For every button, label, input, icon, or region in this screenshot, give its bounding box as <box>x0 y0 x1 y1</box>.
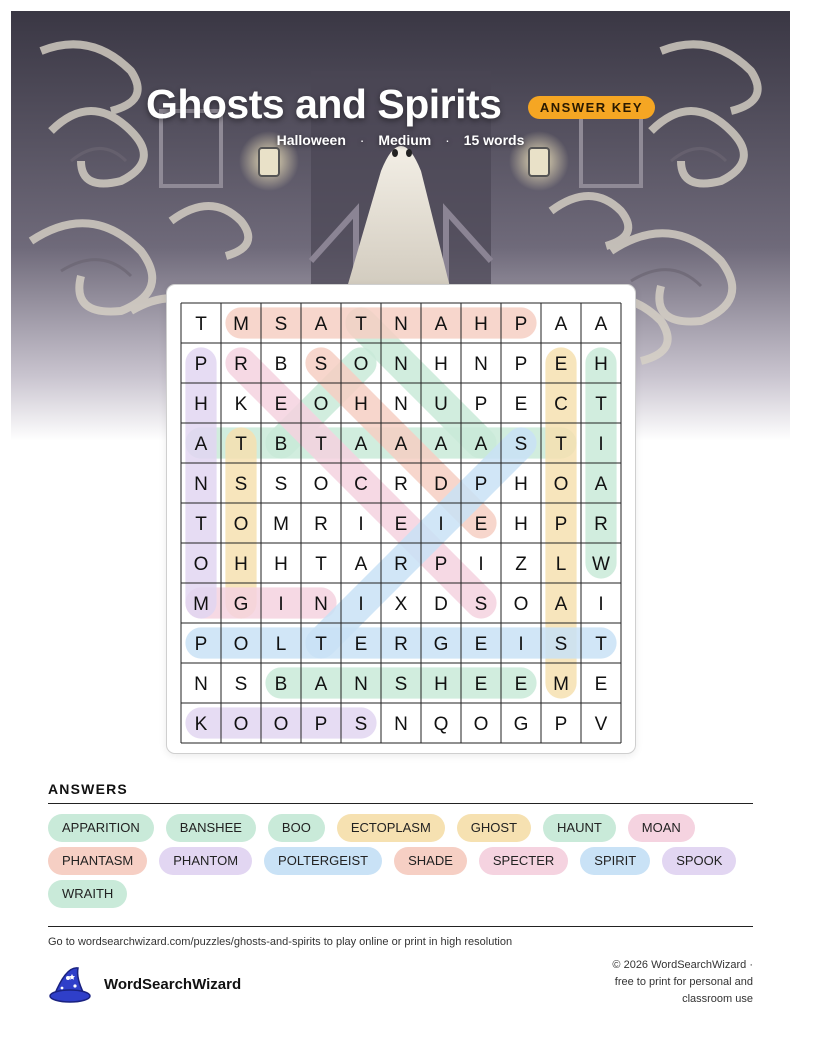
grid-cell-letter: N <box>354 674 368 695</box>
grid-cell-letter: N <box>394 354 408 375</box>
grid-cell-letter: S <box>274 474 288 495</box>
grid-cell-letter: T <box>315 434 327 455</box>
grid-cell-letter: A <box>354 554 368 575</box>
footer-divider <box>48 926 753 927</box>
grid-cell-letter: T <box>195 514 207 535</box>
grid-cell-letter: N <box>194 674 208 695</box>
answer-chip-banshee: BANSHEE <box>166 814 256 842</box>
grid-cell-letter: R <box>234 354 248 375</box>
answer-chip-shade: SHADE <box>394 847 467 875</box>
brand-name: WordSearchWizard <box>104 975 242 993</box>
word-search-grid <box>181 303 621 743</box>
grid-cell-letter: I <box>518 634 524 655</box>
grid-cell-letter: A <box>594 474 608 495</box>
grid-cell-letter: I <box>438 514 444 535</box>
answer-chip-haunt: HAUNT <box>543 814 616 842</box>
grid-cell-letter: H <box>434 354 448 375</box>
answer-chip-spook: SPOOK <box>662 847 736 875</box>
grid-cell-letter: S <box>274 314 288 335</box>
grid-cell-letter: P <box>194 634 208 655</box>
grid-cell-letter: A <box>394 434 408 455</box>
grid-cell-letter: N <box>394 314 408 335</box>
grid-cell-letter: K <box>234 394 248 415</box>
brand[interactable] <box>48 964 241 1004</box>
grid-cell-letter: A <box>194 434 208 455</box>
grid-cell-letter: S <box>314 354 328 375</box>
grid-cell-letter: M <box>553 674 569 695</box>
grid-cell-letter: B <box>274 434 288 455</box>
grid-cell-letter: W <box>592 554 610 575</box>
answer-chip-phantom: PHANTOM <box>159 847 252 875</box>
answer-key-badge: ANSWER KEY <box>528 96 655 119</box>
footer-note: Go to wordsearchwizard.com/puzzles/ghosts-and-spirits to play online or print in high resolution <box>48 936 513 948</box>
grid-cell-letter: I <box>358 514 364 535</box>
grid-cell-letter: T <box>315 554 327 575</box>
grid-cell-letter: O <box>273 714 289 735</box>
answer-chip-wraith: WRAITH <box>48 880 127 908</box>
grid-cell-letter: S <box>474 594 488 615</box>
grid-cell-letter: R <box>394 474 408 495</box>
grid-cell-letter: H <box>234 554 248 575</box>
answer-chip-ectoplasm: ECTOPLASM <box>337 814 445 842</box>
grid-cell-letter: O <box>313 474 329 495</box>
grid-cell-letter: H <box>274 554 288 575</box>
grid-cell-letter: M <box>193 594 209 615</box>
grid-cell-letter: D <box>434 474 448 495</box>
grid-cell-letter: P <box>474 394 488 415</box>
grid-cell-letter: O <box>313 394 329 415</box>
grid-cell-letter: E <box>274 394 288 415</box>
grid-cell-letter: C <box>354 474 368 495</box>
grid-cell-letter: O <box>233 514 249 535</box>
grid-cell-letter: A <box>594 314 608 335</box>
grid-cell-letter: P <box>514 314 528 335</box>
grid-cell-letter: P <box>194 354 208 375</box>
grid-cell-letter: S <box>354 714 368 735</box>
grid-cell-letter: E <box>474 634 488 655</box>
grid-cell-letter: R <box>394 554 408 575</box>
grid-cell-letter: S <box>394 674 408 695</box>
answers-section <box>48 781 753 913</box>
grid-cell-letter: S <box>514 434 528 455</box>
grid-cell-letter: E <box>554 354 568 375</box>
grid-cell-letter: O <box>473 714 489 735</box>
grid-cell-letter: E <box>514 674 528 695</box>
copyright-line: © 2026 WordSearchWizard · <box>612 959 753 971</box>
grid-cell-letter: C <box>554 394 568 415</box>
difficulty-label: Medium <box>378 132 432 148</box>
grid-cell-letter: Z <box>515 554 527 575</box>
grid-cell-letter: M <box>273 514 289 535</box>
grid-cell-letter: B <box>274 674 288 695</box>
grid-cell-letter: T <box>595 634 607 655</box>
grid-cell-letter: H <box>194 394 208 415</box>
grid-cell-letter: O <box>353 354 369 375</box>
grid-cell-letter: R <box>394 634 408 655</box>
grid-cell-letter: E <box>474 514 488 535</box>
word-count-label: 15 words <box>463 132 525 148</box>
grid-cell-letter: T <box>355 314 367 335</box>
grid-cell-letter: A <box>474 434 488 455</box>
grid-cell-letter: P <box>514 354 528 375</box>
grid-cell-letter: H <box>514 474 528 495</box>
grid-cell-letter: R <box>594 514 608 535</box>
grid-cell-letter: S <box>234 474 248 495</box>
wizard-hat-icon <box>48 964 92 1004</box>
grid-cell-letter: K <box>194 714 208 735</box>
answer-chip-poltergeist: POLTERGEIST <box>264 847 382 875</box>
puzzle-meta <box>11 132 790 148</box>
grid-cell-letter: H <box>514 514 528 535</box>
answer-chip-specter: SPECTER <box>479 847 568 875</box>
answers-heading: ANSWERS <box>48 781 753 804</box>
grid-cell-letter: O <box>233 714 249 735</box>
grid-cell-letter: H <box>434 674 448 695</box>
grid-cell-letter: N <box>394 394 408 415</box>
grid-cell-letter: A <box>434 314 448 335</box>
grid-cell-letter: Q <box>433 714 449 735</box>
grid-cell-letter: I <box>358 594 364 615</box>
grid-cell-letter: E <box>594 674 608 695</box>
grid-cell-letter: S <box>554 634 568 655</box>
grid-cell-letter: A <box>554 594 568 615</box>
grid-cell-letter: A <box>314 314 328 335</box>
meta-separator: · <box>359 132 365 148</box>
grid-cell-letter: L <box>555 554 567 575</box>
grid-cell-letter: A <box>354 434 368 455</box>
answer-chip-spirit: SPIRIT <box>580 847 650 875</box>
grid-cell-letter: H <box>474 314 488 335</box>
grid-cell-letter: N <box>314 594 328 615</box>
grid-cell-letter: T <box>195 314 207 335</box>
grid-cell-letter: U <box>434 394 448 415</box>
copyright-line: free to print for personal and <box>614 976 753 988</box>
grid-cell-letter: N <box>394 714 408 735</box>
grid-cell-letter: R <box>314 514 328 535</box>
grid-cell-letter: A <box>434 434 448 455</box>
page-title: Ghosts and Spirits <box>145 81 502 127</box>
grid-cell-letter: I <box>598 434 604 455</box>
grid-cell-letter: I <box>478 554 484 575</box>
grid-cell-letter: E <box>474 674 488 695</box>
category-label: Halloween <box>276 132 346 148</box>
grid-cell-letter: T <box>555 434 567 455</box>
grid-cell-letter: E <box>354 634 368 655</box>
copyright-line: classroom use <box>682 993 753 1005</box>
answer-chip-list <box>48 814 753 913</box>
answer-chip-phantasm: PHANTASM <box>48 847 147 875</box>
grid-cell-letter: G <box>233 594 249 615</box>
answer-chip-apparition: APPARITION <box>48 814 154 842</box>
grid-cell-letter: P <box>474 474 488 495</box>
grid-cell-letter: I <box>598 594 604 615</box>
grid-cell-letter: I <box>278 594 284 615</box>
grid-cell-letter: H <box>354 394 368 415</box>
answer-chip-moan: MOAN <box>628 814 695 842</box>
grid-cell-letter: O <box>233 634 249 655</box>
grid-cell-letter: D <box>434 594 448 615</box>
grid-cell-letter: G <box>433 634 449 655</box>
grid-cell-letter: A <box>314 674 328 695</box>
grid-cell-letter: P <box>434 554 448 575</box>
grid-cell-letter: H <box>594 354 608 375</box>
grid-cell-letter: O <box>513 594 529 615</box>
grid-cell-letter: B <box>274 354 288 375</box>
grid-cell-letter: N <box>194 474 208 495</box>
grid-cell-letter: P <box>554 514 568 535</box>
grid-cell-letter: N <box>474 354 488 375</box>
grid-cell-letter: E <box>394 514 408 535</box>
grid-cell-letter: A <box>554 314 568 335</box>
puzzle-card <box>166 284 636 754</box>
grid-cell-letter: V <box>594 714 608 735</box>
grid-cell-letter: G <box>513 714 529 735</box>
grid-cell-letter: P <box>314 714 328 735</box>
meta-separator: · <box>445 132 450 148</box>
grid-cell-letter: X <box>394 594 408 615</box>
answer-chip-ghost: GHOST <box>457 814 531 842</box>
grid-cell-letter: P <box>554 714 568 735</box>
grid-cell-letter: O <box>193 554 209 575</box>
grid-cell-letter: T <box>315 634 327 655</box>
grid-cell-letter: S <box>234 674 248 695</box>
title-row <box>11 81 790 128</box>
grid-cell-letter: L <box>275 634 287 655</box>
grid-cell-letter: O <box>553 474 569 495</box>
answer-chip-boo: BOO <box>268 814 325 842</box>
grid-cell-letter: E <box>514 394 528 415</box>
copyright <box>553 957 753 1008</box>
grid-cell-letter: T <box>235 434 247 455</box>
grid-cell-letter: M <box>233 314 249 335</box>
grid-cell-letter: T <box>595 394 607 415</box>
